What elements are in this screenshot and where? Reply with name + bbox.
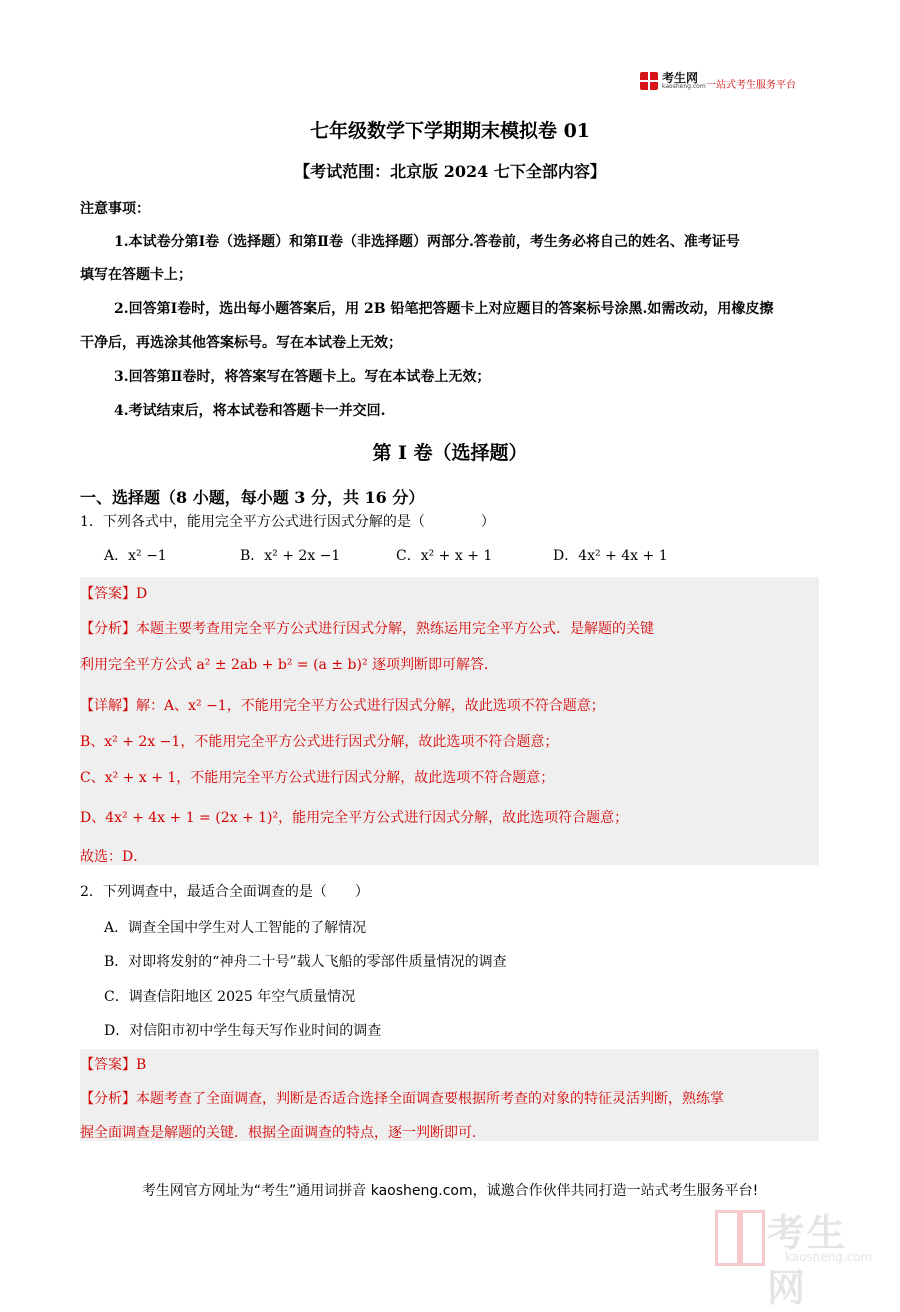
notes-heading: 注意事项： <box>80 201 150 217</box>
page-title: 七年级数学下学期期末模拟卷 01 <box>309 120 591 142</box>
note-2-line-1: 2.回答第Ⅰ卷时，选出每小题答案后，用 2B 铅笔把答题卡上对应题目的答案标号涂黑.如需改动，用橡皮擦 <box>114 301 774 317</box>
logo-name: 考生网 <box>662 71 699 85</box>
q2-analysis-line-1: 【分析】本题考查了全面调查，判断是否适合选择全面调查要根据所考查的对象的特征灵活判断，熟练掌 <box>80 1091 724 1107</box>
watermark-domain: kaosheng.com <box>785 1250 873 1264</box>
q1-option-d: D．4x² + 4x + 1 <box>553 548 668 564</box>
q1-detail-d: D、4x² + 4x + 1 = (2x + 1)²，能用完全平方公式进行因式分解，故此选项符合题意； <box>80 810 629 826</box>
watermark-name: 考生网 <box>767 1211 848 1310</box>
q2-option-d: D．对信阳市初中学生每天写作业时间的调查 <box>104 1023 382 1039</box>
q2-option-c: C．调查信阳地区 2025 年空气质量情况 <box>104 989 356 1005</box>
part-title: 一、选择题（8 小题，每小题 3 分，共 16 分） <box>80 488 425 507</box>
note-4: 4.考试结束后，将本试卷和答题卡一并交回. <box>114 403 386 419</box>
note-3: 3.回答第Ⅱ卷时，将答案写在答题卡上。写在本试卷上无效； <box>114 369 491 385</box>
site-logo[interactable] <box>640 70 820 94</box>
question-2-stem: 2．下列调查中，最适合全面调查的是（ ） <box>80 884 369 900</box>
q1-option-a: A．x² −1 <box>104 548 167 564</box>
q2-option-b: B．对即将发射的“神舟二十号”载人飞船的零部件质量情况的调查 <box>104 954 507 970</box>
watermark-mark-icon <box>715 1210 765 1266</box>
q1-answer: 【答案】D <box>80 586 148 602</box>
q1-analysis-line-2: 利用完全平方公式 a² ± 2ab + b² = (a ± b)² 逐项判断即可解答． <box>80 657 499 673</box>
logo-domain: kaosheng.com <box>662 83 706 90</box>
logo-slogan: 一站式考生服务平台 <box>706 80 796 91</box>
q1-detail-a: 【详解】解：A、x² −1，不能用完全平方公式进行因式分解，故此选项不符合题意； <box>80 698 605 714</box>
q2-option-a: A．调查全国中学生对人工智能的了解情况 <box>104 920 367 936</box>
q1-conclusion: 故选：D． <box>80 849 148 865</box>
q1-option-c: C．x² + x + 1 <box>396 548 493 564</box>
section-title: 第 I 卷（选择题） <box>372 442 528 464</box>
q2-analysis-line-2: 握全面调查是解题的关键．根据全面调查的特点，逐一判断即可． <box>80 1125 486 1141</box>
logo-mark-icon <box>640 72 658 90</box>
q1-analysis-line-1: 【分析】本题主要考查用完全平方公式进行因式分解，熟练运用完全平方公式．是解题的关键 <box>80 621 654 637</box>
page-subtitle: 【考试范围：北京版 2024 七下全部内容】 <box>294 162 606 181</box>
note-1-line-2: 填写在答题卡上； <box>80 267 192 283</box>
footer-text: 考生网官方网址为“考生”通用词拼音 kaosheng.com，诚邀合作伙伴共同打造一站式考生服务平台! <box>141 1183 759 1199</box>
note-1-line-1: 1.本试卷分第Ⅰ卷（选择题）和第Ⅱ卷（非选择题）两部分.答卷前，考生务必将自己的姓名、准考证号 <box>114 234 740 250</box>
watermark-logo <box>715 1200 885 1310</box>
question-1-stem: 1．下列各式中，能用完全平方公式进行因式分解的是（ ） <box>80 514 495 530</box>
q1-option-b: B．x² + 2x −1 <box>240 548 341 564</box>
note-2-line-2: 干净后，再选涂其他答案标号。写在本试卷上无效； <box>80 335 402 351</box>
q1-detail-b: B、x² + 2x −1，不能用完全平方公式进行因式分解，故此选项不符合题意； <box>80 734 559 750</box>
q1-detail-c: C、x² + x + 1，不能用完全平方公式进行因式分解，故此选项不符合题意； <box>80 770 555 786</box>
q2-answer: 【答案】B <box>80 1057 147 1073</box>
